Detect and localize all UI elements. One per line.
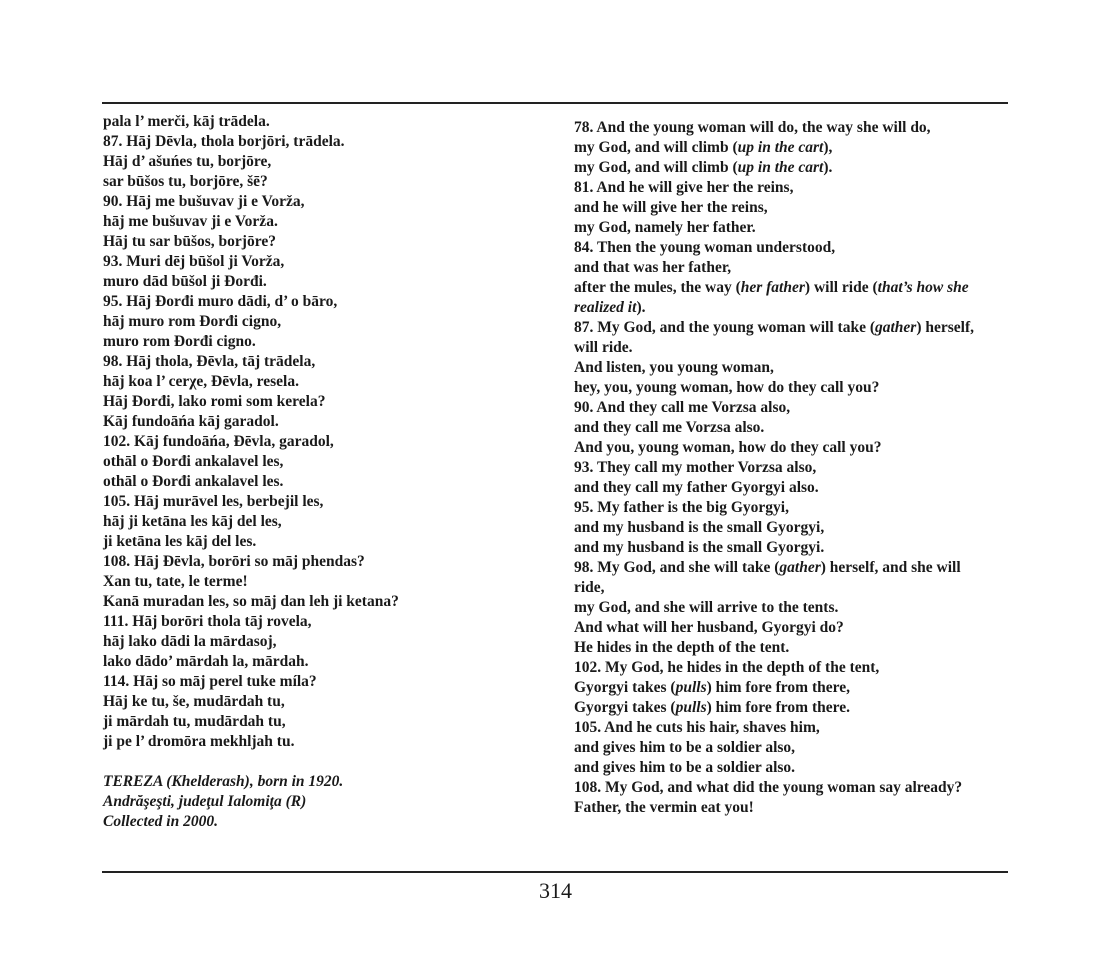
verse-line [574, 678, 994, 698]
verse-line [574, 158, 994, 178]
verse-line: ji mārdah tu, mudārdah tu, [103, 713, 286, 730]
verse-line: 78. And the young woman will do, the way she will do, [574, 119, 931, 136]
verse-line: othāl o Đorđi ankalavel les. [103, 473, 284, 490]
text-segment: 98. My God, and she will take ( [574, 559, 780, 576]
verse-line: and gives him to be a soldier also. [574, 759, 796, 776]
verse-line: Hāj ke tu, še, mudārdah tu, [103, 693, 285, 710]
verse-line: and my husband is the small Gyorgyi, [574, 519, 825, 536]
verse-line: Kāj fundoāńa kāj garadol. [103, 413, 279, 430]
italic-gloss: gather [779, 559, 821, 576]
verse-line: my God, namely her father. [574, 219, 756, 236]
verse-line: And you, young woman, how do they call you? [574, 439, 882, 456]
verse-line: and they call me Vorzsa also. [574, 419, 765, 436]
italic-gloss: up in the cart [737, 139, 824, 156]
verse-line: Kanā muradan les, so māj dan leh ji ketana? [103, 593, 399, 610]
text-segment: ) herself, and she will ride, [574, 559, 961, 596]
italic-gloss: pulls [675, 699, 707, 716]
verse-line: hāj koa l’ cerχe, Đēvla, resela. [103, 373, 299, 390]
text-segment: Gyorgyi takes ( [574, 679, 676, 696]
text-segment: ) him fore from there. [706, 699, 850, 716]
text-segment: my God, and will climb ( [574, 159, 738, 176]
text-segment: my God, and will climb ( [574, 139, 738, 156]
text-segment: ). [823, 159, 833, 176]
text-segment: Gyorgyi takes ( [574, 699, 676, 716]
verse-line: and gives him to be a soldier also, [574, 739, 796, 756]
verse-line: muro rom Đorđi cigno. [103, 333, 256, 350]
source-credit-line: TEREZA (Khelderash), born in 1920. [103, 773, 344, 790]
verse-line: And listen, you young woman, [574, 359, 774, 376]
verse-line: and they call my father Gyorgyi also. [574, 479, 819, 496]
verse-line [574, 698, 994, 718]
italic-gloss: up in the cart [737, 159, 824, 176]
verse-line: 93. Muri dēj būšol ji Vorža, [103, 253, 285, 270]
italic-gloss: that’s how she realized it [574, 279, 969, 316]
english-translation-column [574, 118, 994, 818]
text-segment: ) will ride ( [804, 279, 878, 296]
top-rule [102, 102, 1008, 104]
verse-line: ji ketāna les kāj del les. [103, 533, 257, 550]
verse-line: ji pe l’ dromōra mekhljah tu. [103, 733, 295, 750]
verse-line: pala l’ merči, kāj trādela. [103, 113, 270, 130]
verse-line: He hides in the depth of the tent. [574, 639, 790, 656]
verse-line [574, 278, 994, 318]
verse-line: 108. My God, and what did the young woman say already? [574, 779, 963, 796]
verse-line: 105. And he cuts his hair, shaves him, [574, 719, 820, 736]
verse-line: and that was her father, [574, 259, 732, 276]
verse-line: 90. And they call me Vorzsa also, [574, 399, 791, 416]
bottom-rule [102, 871, 1008, 873]
text-segment: 87. My God, and the young woman will take ( [574, 319, 875, 336]
verse-line: my God, and she will arrive to the tents. [574, 599, 839, 616]
verse-line: hāj me bušuvav ji e Vorža. [103, 213, 278, 230]
verse-line: 87. Hāj Dēvla, thola borjōri, trādela. [103, 133, 345, 150]
verse-line: lako dādo’ mārdah la, mārdah. [103, 653, 309, 670]
text-segment: ) herself, will ride. [574, 319, 975, 356]
verse-line: 84. Then the young woman understood, [574, 239, 836, 256]
source-credit-line: Andrăşeşti, judeţul Ialomiţa (R) [103, 793, 307, 810]
italic-gloss: pulls [675, 679, 707, 696]
verse-line: hāj ji ketāna les kāj del les, [103, 513, 282, 530]
verse-line: and my husband is the small Gyorgyi. [574, 539, 825, 556]
verse-line: hey, you, young woman, how do they call you? [574, 379, 880, 396]
stanza-gap [103, 752, 543, 772]
verse-line: Hāj Đorđi, lako romi som kerela? [103, 393, 326, 410]
source-credit-line: Collected in 2000. [103, 813, 218, 830]
text-segment: ), [823, 139, 833, 156]
verse-line [574, 138, 994, 158]
verse-line: 90. Hāj me bušuvav ji e Vorža, [103, 193, 305, 210]
verse-line: Father, the vermin eat you! [574, 799, 754, 816]
verse-line: Xan tu, tate, le terme! [103, 573, 248, 590]
verse-line: 81. And he will give her the reins, [574, 179, 794, 196]
verse-line: 105. Hāj murāvel les, berbejil les, [103, 493, 324, 510]
verse-line: 95. Hāj Đorđi muro dādi, d’ o bāro, [103, 293, 338, 310]
text-segment: after the mules, the way ( [574, 279, 741, 296]
text-segment: ). [636, 299, 646, 316]
verse-line [574, 318, 994, 358]
page-number: 314 [539, 878, 572, 903]
verse-line: 93. They call my mother Vorzsa also, [574, 459, 817, 476]
verse-line: 95. My father is the big Gyorgyi, [574, 499, 789, 516]
verse-line [574, 558, 994, 598]
verse-line: 98. Hāj thola, Đēvla, tāj trādela, [103, 353, 316, 370]
italic-gloss: her father [740, 279, 805, 296]
verse-line: 108. Hāj Đēvla, borōri so māj phendas? [103, 553, 365, 570]
verse-line: 102. My God, he hides in the depth of the tent, [574, 659, 880, 676]
verse-line: hāj lako dādi la mārdasoj, [103, 633, 277, 650]
verse-line: hāj muro rom Đorđi cigno, [103, 313, 282, 330]
verse-line: Hāj tu sar būšos, borjōre? [103, 233, 276, 250]
verse-line: 114. Hāj so māj perel tuke míla? [103, 673, 317, 690]
italic-gloss: gather [875, 319, 917, 336]
romani-text-column [103, 112, 543, 832]
verse-line: and he will give her the reins, [574, 199, 768, 216]
verse-line: And what will her husband, Gyorgyi do? [574, 619, 844, 636]
verse-line: muro dād būšol ji Đorđi. [103, 273, 267, 290]
verse-line: sar būšos tu, borjōre, šē? [103, 173, 268, 190]
verse-line: 102. Kāj fundoāńa, Đēvla, garadol, [103, 433, 334, 450]
verse-line: othāl o Đorđi ankalavel les, [103, 453, 284, 470]
verse-line: 111. Hāj borōri thola tāj rovela, [103, 613, 312, 630]
verse-line: Hāj d’ ašuńes tu, borjōre, [103, 153, 272, 170]
text-segment: ) him fore from there, [706, 679, 850, 696]
